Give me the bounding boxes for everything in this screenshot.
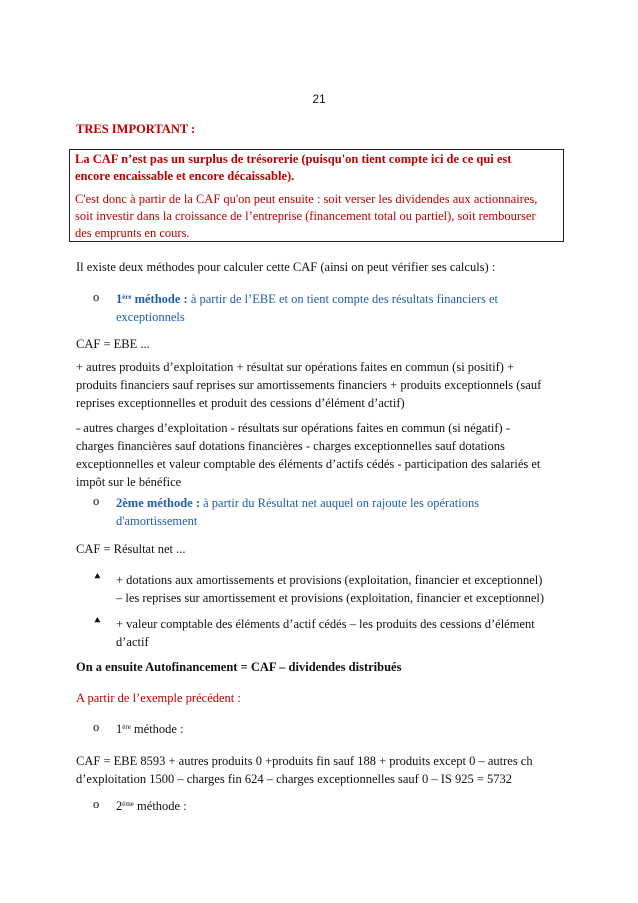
important-heading: TRES IMPORTANT :	[76, 122, 196, 136]
arrow-item-1-line-1: + dotations aux amortissements et provisions (exploitation, financier et exceptionnel)	[116, 573, 543, 587]
bullet-icon: o	[93, 720, 100, 734]
example-method-2-text: méthode :	[133, 799, 187, 813]
plus-paragraph	[76, 358, 566, 412]
method-1-sup: ère	[122, 293, 132, 301]
example-method-1-sup: ère	[122, 723, 131, 731]
minus-paragraph	[76, 419, 566, 491]
arrow-bullet-icon: ⯅	[93, 615, 102, 627]
page-number: 21	[312, 92, 326, 106]
arrow-item-1	[116, 571, 566, 607]
method-1-text: à partir de l’EBE et on tient compte des résultats financiers et	[187, 292, 499, 306]
box-line-4: soit investir dans la croissance de l’entreprise (financement total ou partiel), soit rembourser	[75, 209, 536, 223]
arrow-bullet-icon: ⯅	[93, 571, 102, 583]
arrow-item-2	[116, 615, 566, 651]
plus-line-3: reprises exceptionnelles et produit des cessions d’élément d’actif)	[76, 396, 405, 410]
method-2-text-cont: d'amortissement	[116, 514, 198, 528]
box-line-3: C'est donc à partir de la CAF qu'on peut ensuite : soit verser les dividendes aux actionnaires,	[75, 192, 538, 206]
caf-resultat-line: CAF = Résultat net ...	[76, 542, 186, 556]
example-title: A partir de l’exemple précédent :	[76, 691, 241, 705]
example-calculation	[76, 752, 566, 788]
example-method-2	[116, 797, 566, 815]
bullet-icon: o	[93, 494, 100, 508]
bullet-icon: o	[93, 797, 100, 811]
method-1-num: 1	[116, 292, 123, 306]
arrow-item-2-line-2: d’actif	[116, 635, 149, 649]
plus-line-2: produits financiers sauf reprises sur amortissements financiers + produits exceptionnels (sauf	[76, 378, 542, 392]
minus-line-1: - autres charges d’exploitation - résultats sur opérations faites en commun (si négatif) -	[76, 421, 511, 435]
minus-line-3: exceptionnelles et valeur comptable des éléments d’actifs cédés - participation des salariés et	[76, 457, 541, 471]
method-2-text: à partir du Résultat net auquel on rajoute les opérations	[200, 496, 480, 510]
example-method-2-num: 2	[116, 799, 123, 813]
box-line-5: des emprunts en cours.	[75, 226, 190, 240]
box-line-2: encore encaissable et encore décaissable).	[75, 169, 295, 183]
box-line-1: La CAF n’est pas un surplus de trésorerie (puisqu'on tient compte ici de ce qui est	[75, 152, 512, 166]
arrow-item-2-line-1: + valeur comptable des éléments d’actif cédés – les produits des cessions d’élément	[116, 617, 535, 631]
example-calc-line-1: CAF = EBE 8593 + autres produits 0 +produits fin sauf 188 + produits except 0 – autres ch	[76, 754, 533, 768]
example-method-1-num: 1	[116, 722, 123, 736]
caf-ebe-line: CAF = EBE ...	[76, 337, 150, 351]
example-method-1	[116, 720, 566, 738]
method-1-item	[116, 290, 566, 326]
example-method-2-sup: ème	[122, 800, 134, 808]
method-1-label: méthode :	[131, 292, 188, 306]
minus-line-4: impôt sur le bénéfice	[76, 475, 182, 489]
intro-text: Il existe deux méthodes pour calculer cette CAF (ainsi on peut vérifier ses calculs) :	[76, 260, 496, 274]
minus-line-2: charges financières sauf dotations financières - charges exceptionnelles sauf dotations	[76, 439, 505, 453]
bullet-icon: o	[93, 290, 100, 304]
example-calc-line-2: d’exploitation 1500 – charges fin 624 – charges exceptionnelles sauf 0 – IS 925 = 5732	[76, 772, 513, 786]
autofinancement-line: On a ensuite Autofinancement = CAF – dividendes distribués	[76, 660, 402, 674]
important-box	[69, 149, 564, 242]
arrow-item-1-line-2: – les reprises sur amortissement et provisions (exploitation, financier et exceptionnel)	[116, 591, 545, 605]
plus-line-1: + autres produits d’exploitation + résultat sur opérations faites en commun (si positif) +	[76, 360, 515, 374]
method-2-label: 2ème méthode :	[116, 496, 200, 510]
method-1-text-cont: exceptionnels	[116, 310, 185, 324]
method-2-item	[116, 494, 566, 530]
example-method-1-text: méthode :	[130, 722, 184, 736]
